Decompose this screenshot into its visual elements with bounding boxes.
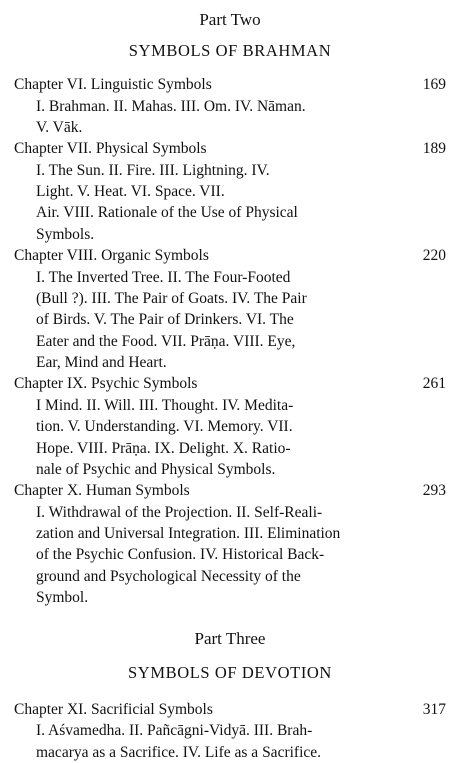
section-line: Symbol. (36, 589, 89, 607)
section-line: I. The Sun. II. Fire. III. Lightning. IV. (36, 161, 270, 179)
chapter-line (14, 138, 446, 159)
section-line: tion. V. Understanding. VI. Memory. VII. (36, 418, 293, 436)
section-line: of Birds. V. The Pair of Drinkers. VI. The (36, 311, 294, 329)
page-number: 293 (422, 482, 446, 500)
section-line: I. Brahman. II. Mahas. III. Om. IV. Nāman. (36, 97, 306, 115)
section-line: Hope. VIII. Prāṇa. IX. Delight. X. Ratio- (36, 439, 291, 457)
section-line: Eater and the Food. VII. Prāṇa. VIII. Eye, (36, 332, 296, 350)
section-line: macarya as a Sacrifice. IV. Life as a Sacrifice. (36, 743, 322, 761)
chapter-line (14, 699, 446, 720)
chapter-sections (36, 96, 446, 139)
chapter-title: Chapter VIII. Organic Symbols (14, 247, 209, 265)
section-line: I. The Inverted Tree. II. The Four-Footed (36, 268, 291, 286)
chapter-sections (36, 267, 446, 374)
part-two-contents (14, 74, 446, 608)
section-line: Symbols. (36, 225, 95, 243)
toc-entry-chapter-10 (14, 480, 446, 608)
toc-entry-chapter-6 (14, 74, 446, 138)
page-number: 317 (422, 700, 446, 718)
section-line: Air. VIII. Rationale of the Use of Physical (36, 204, 298, 222)
page-number: 169 (422, 76, 446, 94)
page-number: 189 (422, 140, 446, 158)
section-line: I. Aśvamedha. II. Pañcāgni-Vidyā. III. Brah- (36, 722, 313, 740)
section-line: Light. V. Heat. VI. Space. VII. (36, 183, 225, 201)
section-line: (Bull ?). III. The Pair of Goats. IV. The Pair (36, 289, 307, 307)
toc-entry-chapter-11 (14, 699, 446, 763)
part-three-header (14, 627, 446, 685)
chapter-sections (36, 160, 446, 246)
toc-entry-chapter-7 (14, 138, 446, 245)
section-line: nale of Psychic and Physical Symbols. (36, 460, 276, 478)
chapter-sections (36, 395, 446, 481)
chapter-title: Chapter IX. Psychic Symbols (14, 375, 198, 393)
part-two-label: Part Two (199, 10, 261, 29)
section-line: ground and Psychological Necessity of the (36, 567, 301, 585)
toc-entry-chapter-9 (14, 373, 446, 480)
part-two-header (14, 8, 446, 63)
section-line: Ear, Mind and Heart. (36, 354, 167, 372)
chapter-sections (36, 502, 446, 609)
chapter-title: Chapter VI. Linguistic Symbols (14, 76, 212, 94)
part-two-heading: SYMBOLS OF BRAHMAN (128, 41, 332, 61)
chapter-line (14, 74, 446, 95)
chapter-title: Chapter X. Human Symbols (14, 482, 190, 500)
section-line: I. Withdrawal of the Projection. II. Self-Reali- (36, 503, 323, 521)
chapter-sections (36, 720, 446, 763)
page-number: 220 (422, 247, 446, 265)
chapter-title: Chapter VII. Physical Symbols (14, 140, 207, 158)
part-three-label: Part Three (194, 628, 266, 648)
part-three-contents (14, 699, 446, 763)
part-three-heading: SYMBOLS OF DEVOTION (128, 663, 332, 683)
chapter-line (14, 480, 446, 501)
section-line: V. Vāk. (36, 118, 83, 136)
chapter-line (14, 245, 446, 266)
section-line: zation and Universal Integration. III. Elimination (36, 525, 341, 543)
toc-page (0, 8, 460, 761)
toc-entry-chapter-8 (14, 245, 446, 373)
chapter-title: Chapter XI. Sacrificial Symbols (14, 700, 213, 718)
section-line: I Mind. II. Will. III. Thought. IV. Medita- (36, 396, 294, 414)
page-number: 261 (422, 375, 446, 393)
section-line: of the Psychic Confusion. IV. Historical Back- (36, 546, 325, 564)
chapter-line (14, 373, 446, 394)
